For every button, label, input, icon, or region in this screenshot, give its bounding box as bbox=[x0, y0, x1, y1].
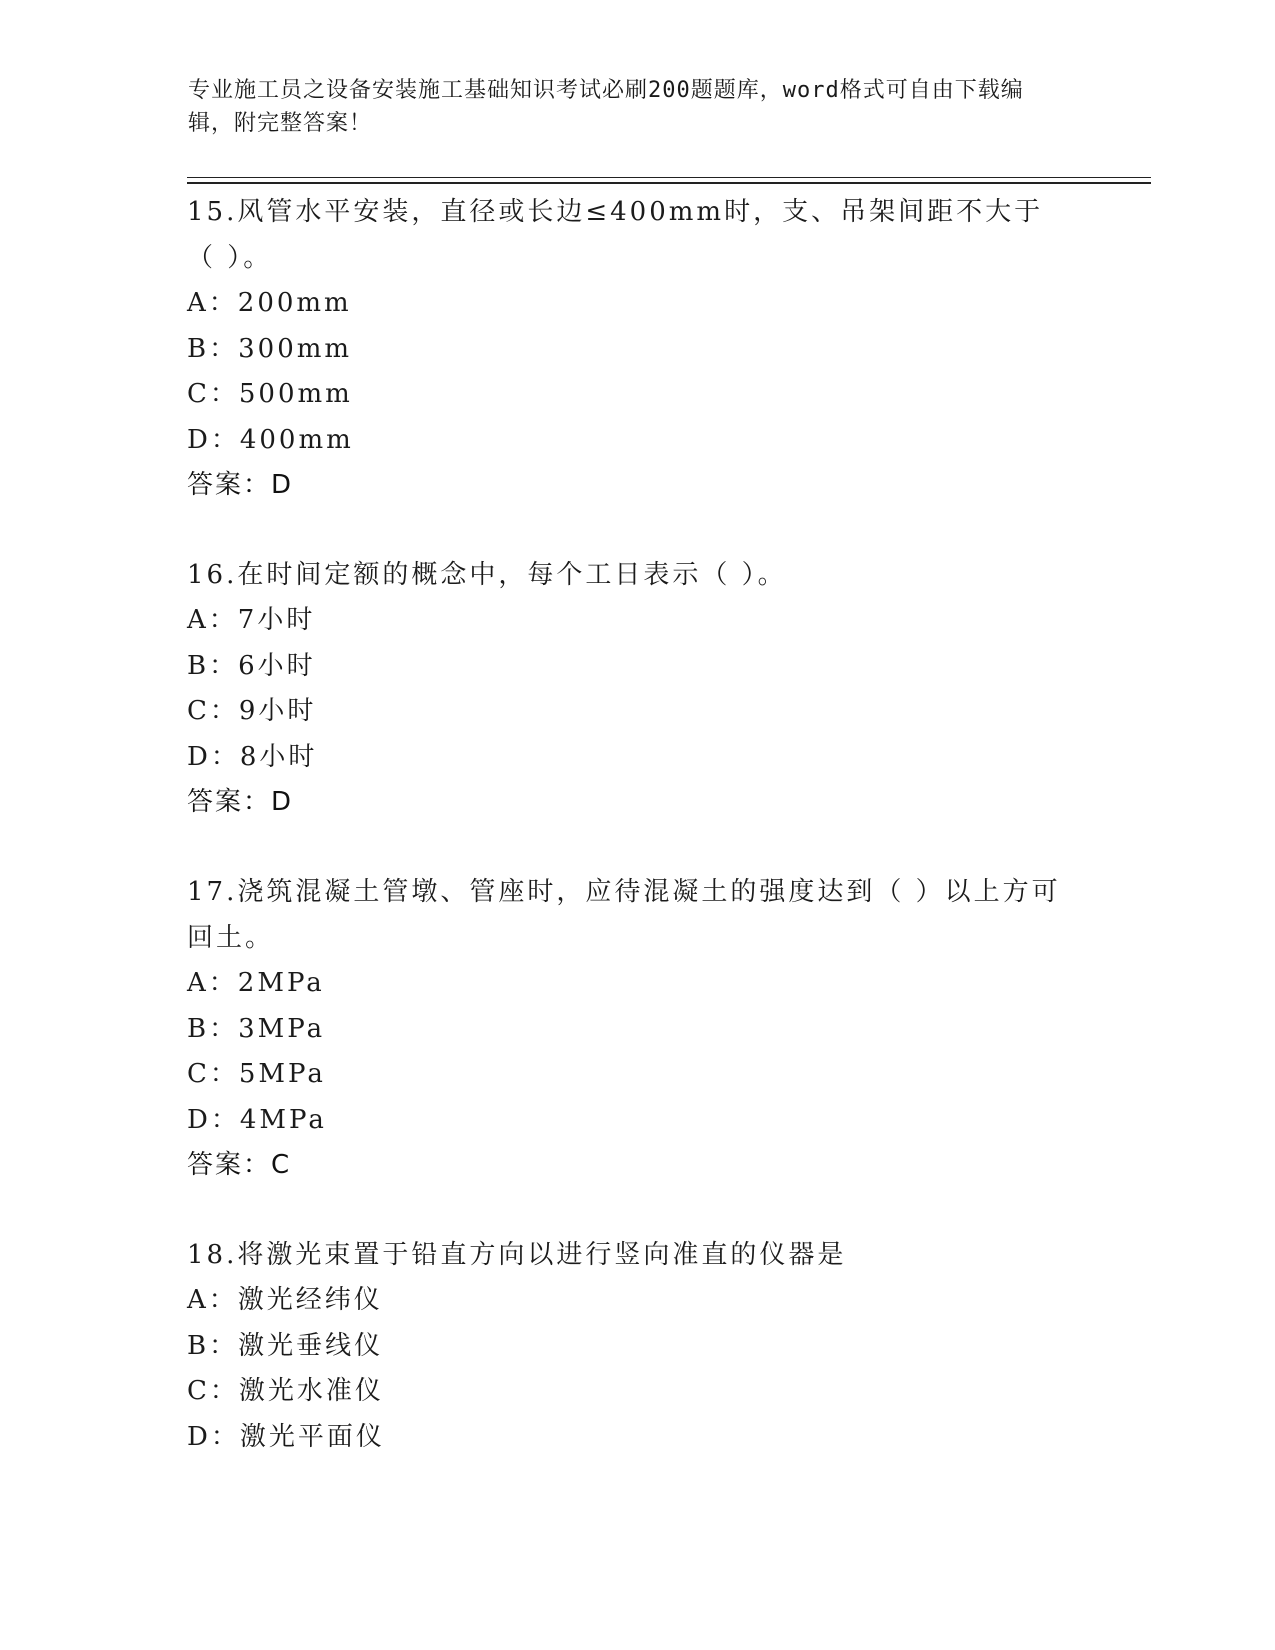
option-d: D：400mm bbox=[187, 424, 354, 455]
option-a: A：200mm bbox=[187, 288, 352, 318]
question-stem: 18.将激光束置于铅直方向以进行竖向准直的仪器是 bbox=[187, 1240, 847, 1270]
option-d: D：8小时 bbox=[187, 741, 318, 772]
question-stem: 15.风管水平安装，直径或长边≤400mm时，支、吊架间距不大于（ ）。 bbox=[187, 197, 1044, 273]
question-17 bbox=[187, 869, 1067, 1188]
option-a: A：激光经纬仪 bbox=[187, 1285, 383, 1315]
question-stem: 17.浇筑混凝土管墩、管座时，应待混凝土的强度达到（ ）以上方可回土。 bbox=[187, 877, 1061, 953]
option-b: B：300mm bbox=[187, 333, 353, 364]
question-stem: 16.在时间定额的概念中，每个工日表示（ ）。 bbox=[187, 560, 787, 590]
question-18 bbox=[187, 1232, 1067, 1460]
option-c: C：5MPa bbox=[187, 1059, 326, 1089]
option-a: A：2MPa bbox=[187, 968, 325, 998]
question-list bbox=[187, 189, 1067, 1504]
option-b: B：3MPa bbox=[187, 1013, 326, 1044]
option-a: A：7小时 bbox=[187, 605, 316, 635]
option-b: B：6小时 bbox=[187, 650, 316, 681]
option-b: B：激光垂线仪 bbox=[187, 1330, 384, 1361]
document-header: 专业施工员之设备安装施工基础知识考试必刷200题题库，word格式可自由下载编辑，附完整答案！ bbox=[188, 78, 1024, 136]
answer-line: 答案：D bbox=[187, 470, 294, 500]
question-16 bbox=[187, 552, 1067, 825]
answer-line: 答案：D bbox=[187, 787, 294, 817]
option-d: D：激光平面仪 bbox=[187, 1421, 385, 1452]
option-d: D：4MPa bbox=[187, 1104, 327, 1135]
answer-line: 答案：C bbox=[187, 1150, 292, 1180]
header-divider-thin bbox=[187, 177, 1151, 178]
question-15 bbox=[187, 189, 1067, 508]
header-divider-thick bbox=[187, 182, 1151, 184]
option-c: C：9小时 bbox=[187, 696, 317, 726]
option-c: C：激光水准仪 bbox=[187, 1376, 384, 1406]
option-c: C：500mm bbox=[187, 379, 353, 409]
